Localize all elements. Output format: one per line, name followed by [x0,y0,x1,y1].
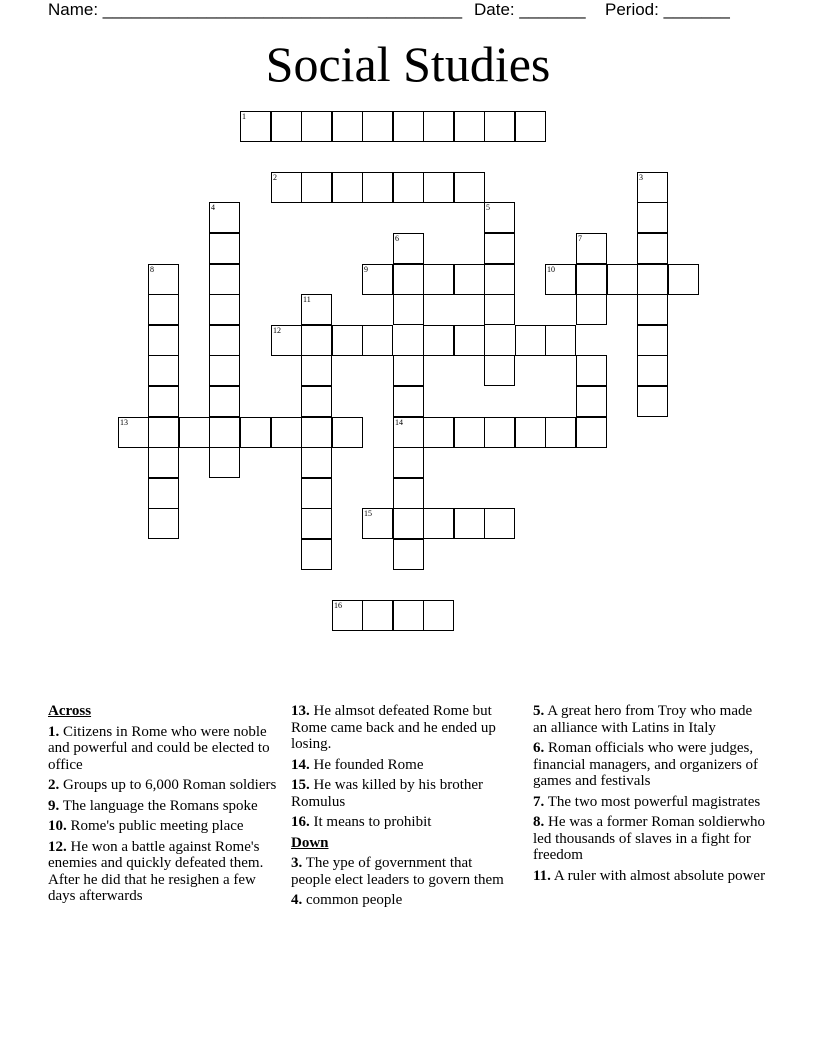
grid-cell-16[interactable] [332,600,363,631]
grid-cell[interactable] [637,233,668,264]
grid-cell[interactable] [454,172,485,203]
grid-cell-7[interactable] [576,233,607,264]
clue-across-10: 10. Rome's public meeting place [48,818,244,834]
grid-cell[interactable] [148,386,179,417]
grid-cell[interactable] [393,355,424,386]
clue-down-3: 3. The ype of government that people elect leaders to govern them [291,855,504,888]
clue-down-11: 11. A ruler with almost absolute power [533,867,766,884]
grid-cell[interactable] [209,386,240,417]
clue-number: 11 [303,295,311,304]
grid-cell[interactable] [668,264,699,295]
grid-cell-15[interactable] [362,508,393,539]
grid-cell-3[interactable] [637,172,668,203]
grid-cell[interactable] [423,325,454,356]
grid-cell[interactable] [637,355,668,386]
grid-cell-11[interactable] [301,294,332,325]
grid-cell[interactable] [393,294,424,325]
grid-cell[interactable] [423,417,454,448]
grid-cell[interactable] [484,264,515,295]
clue-number: 3 [639,173,643,182]
grid-cell[interactable] [637,294,668,325]
page-title: Social Studies [265,36,551,92]
grid-cell[interactable] [301,325,332,356]
down-heading: Down [291,834,329,851]
grid-cell[interactable] [637,325,668,356]
clues-column-1 [48,703,283,909]
grid-cell[interactable] [454,264,485,295]
grid-cell[interactable] [393,600,424,631]
clues-column-2 [291,703,516,913]
grid-cell[interactable] [209,355,240,386]
grid-cell-8[interactable] [148,264,179,295]
clue-down-4: 4. common people [291,892,403,908]
grid-cell[interactable] [332,325,363,356]
grid-cell[interactable] [423,111,454,142]
grid-cell-5[interactable] [484,202,515,233]
grid-cell[interactable] [362,600,393,631]
grid-cell[interactable] [393,447,424,478]
clue-number: 7 [578,234,582,243]
grid-cell[interactable] [393,172,424,203]
grid-cell[interactable] [271,417,302,448]
grid-cell[interactable] [332,111,363,142]
grid-cell[interactable] [607,264,638,295]
grid-cell[interactable] [301,539,332,570]
grid-cell-10[interactable] [545,264,576,295]
grid-cell[interactable] [484,417,515,448]
grid-cell[interactable] [209,294,240,325]
clue-down-5: 5. A great hero from Troy who made an alliance with Latins in Italy [533,703,753,736]
grid-cell[interactable] [484,508,515,539]
grid-cell[interactable] [148,294,179,325]
date-field-label: Date: _______ [474,0,586,19]
grid-cell[interactable] [240,417,271,448]
grid-cell[interactable] [393,111,424,142]
grid-cell[interactable] [148,325,179,356]
grid-cell[interactable] [484,111,515,142]
grid-cell[interactable] [393,508,424,539]
grid-cell-13[interactable] [118,417,149,448]
grid-cell[interactable] [515,417,546,448]
grid-cell-14[interactable] [393,417,424,448]
clue-across-16: 16. It means to prohibit [291,814,432,830]
grid-cell[interactable] [148,417,179,448]
grid-cell-2[interactable] [271,172,302,203]
grid-cell[interactable] [454,417,485,448]
grid-cell[interactable] [179,417,210,448]
grid-cell[interactable] [484,233,515,264]
grid-cell[interactable] [301,111,332,142]
clue-number: 4 [211,203,215,212]
grid-cell[interactable] [423,172,454,203]
clue-across-1: 1. Citizens in Rome who were noble and powerful and could be elected to office [48,723,270,773]
grid-cell[interactable] [393,539,424,570]
grid-cell[interactable] [484,294,515,325]
clue-number: 6 [395,234,399,243]
grid-cell[interactable] [515,111,546,142]
clue-number: 5 [486,203,490,212]
grid-cell[interactable] [637,386,668,417]
name-field-label: Name: ______________________________________ [48,0,463,19]
grid-cell[interactable] [576,294,607,325]
grid-cell-1[interactable] [240,111,271,142]
clue-down-7: 7. The two most powerful magistrates [533,793,761,810]
clue-number: 2 [273,173,277,182]
grid-cell[interactable] [301,508,332,539]
grid-cell-9[interactable] [362,264,393,295]
clue-number: 16 [334,601,342,610]
grid-cell[interactable] [301,447,332,478]
clue-across-12: 12. He won a battle against Rome's enemies and quickly defeated them. After he did that he resighen a few days afterwards [48,838,264,904]
grid-cell[interactable] [515,325,546,356]
clue-number: 15 [364,509,372,518]
clue-down-8: 8. He was a former Roman soldierwho led thousands of slaves in a fight for freedom [533,814,766,863]
clue-across-14: 14. He founded Rome [291,756,424,773]
grid-cell[interactable] [362,172,393,203]
grid-cell[interactable] [209,233,240,264]
grid-cell[interactable] [209,417,240,448]
grid-cell[interactable] [637,202,668,233]
clue-number: 10 [547,265,555,274]
grid-cell[interactable] [148,478,179,509]
grid-cell[interactable] [332,417,363,448]
grid-cell[interactable] [545,417,576,448]
grid-cell[interactable] [271,111,302,142]
grid-cell[interactable] [209,325,240,356]
grid-cell[interactable] [423,508,454,539]
period-field-label: Period: _______ [605,0,730,19]
clue-number: 8 [150,265,154,274]
clues-column-3 [533,703,768,888]
clue-number: 14 [395,418,403,427]
clue-across-9: 9. The language the Romans spoke [48,797,258,814]
grid-cell[interactable] [301,172,332,203]
clue-number: 1 [242,112,246,121]
grid-cell[interactable] [484,355,515,386]
clue-across-15: 15. He was killed by his brother Romulus [291,777,484,810]
grid-cell-4[interactable] [209,202,240,233]
grid-cell[interactable] [545,325,576,356]
grid-cell[interactable] [332,172,363,203]
grid-cell[interactable] [576,355,607,386]
grid-cell[interactable] [301,386,332,417]
clue-across-2: 2. Groups up to 6,000 Roman soldiers [48,777,277,793]
grid-cell[interactable] [576,264,607,295]
grid-cell[interactable] [454,111,485,142]
grid-cell[interactable] [148,355,179,386]
grid-cell[interactable] [423,264,454,295]
grid-cell[interactable] [393,478,424,509]
grid-cell[interactable] [301,417,332,448]
grid-cell[interactable] [454,508,485,539]
grid-cell[interactable] [301,478,332,509]
grid-cell[interactable] [423,600,454,631]
grid-cell[interactable] [148,508,179,539]
grid-cell[interactable] [148,447,179,478]
grid-cell[interactable] [637,264,668,295]
across-heading: Across [48,703,92,719]
grid-cell[interactable] [393,264,424,295]
grid-cell[interactable] [362,325,393,356]
grid-cell-6[interactable] [393,233,424,264]
grid-cell[interactable] [209,264,240,295]
grid-cell[interactable] [301,355,332,386]
clue-across-13: 13. He almsot defeated Rome but Rome came back and he ended up losing. [291,703,496,752]
grid-cell[interactable] [393,386,424,417]
clue-number: 13 [120,418,128,427]
grid-cell[interactable] [362,111,393,142]
grid-cell-12[interactable] [271,325,302,356]
grid-cell[interactable] [576,417,607,448]
clue-down-6: 6. Roman officials who were judges, financial managers, and organizers of games and festivals [533,740,759,789]
grid-cell[interactable] [454,325,485,356]
clue-number: 9 [364,265,368,274]
grid-cell[interactable] [209,447,240,478]
grid-cell[interactable] [576,386,607,417]
clue-number: 12 [273,326,281,335]
